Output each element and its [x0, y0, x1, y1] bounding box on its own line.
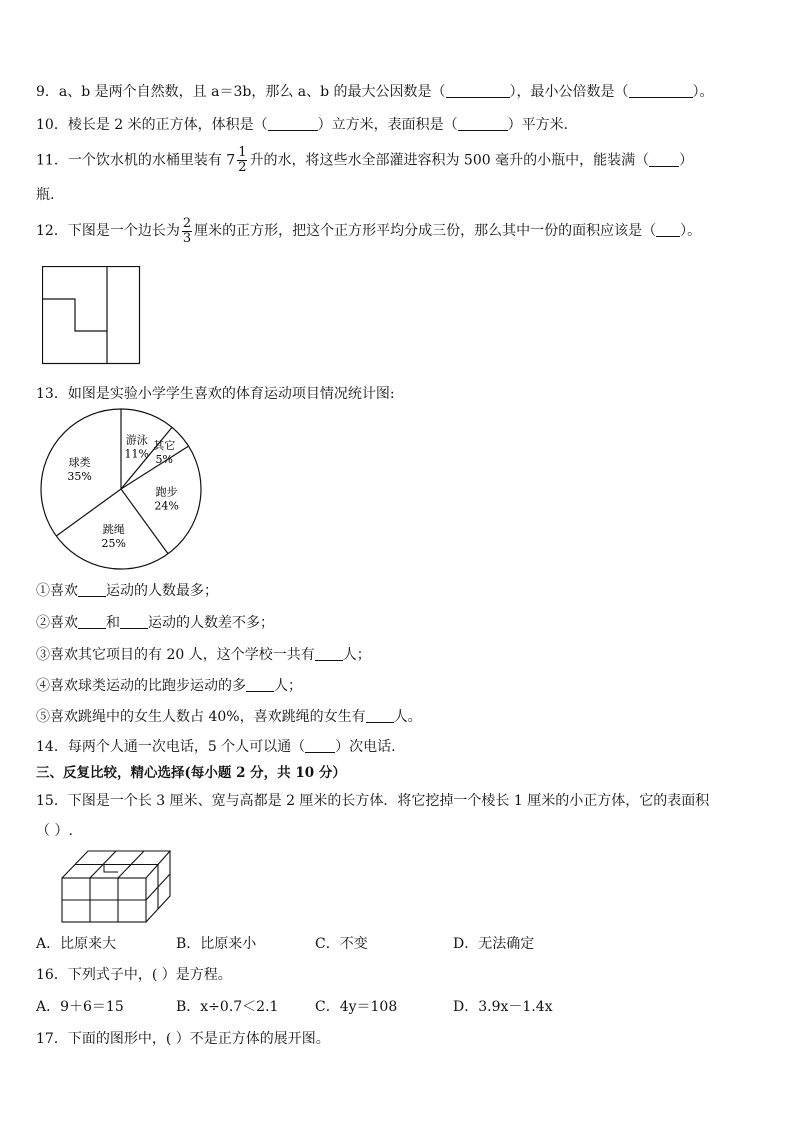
- answer-blank[interactable]: [649, 152, 679, 167]
- pie-slice-label: [154, 485, 178, 513]
- square-division-figure: [42, 266, 142, 366]
- answer-blank[interactable]: [366, 708, 394, 723]
- answer-blank[interactable]: [656, 222, 680, 237]
- pie-slice-label: [124, 432, 148, 460]
- q16-option-b[interactable]: B．x÷0.7＜2.1: [176, 999, 279, 1015]
- cuboid-figure: [60, 848, 175, 926]
- question-13-sub1: ①喜欢 运动的人数最多；: [36, 583, 218, 599]
- question-10: 10．棱长是 2 米的正方体，体积是（ ）立方米，表面积是（ ）平方米.: [36, 117, 569, 133]
- pie-slice-label: [102, 522, 126, 550]
- q16-option-a[interactable]: A．9＋6＝15: [36, 999, 124, 1015]
- question-17: 17．下面的图形中，( ）不是正方体的展开图。: [36, 1031, 330, 1047]
- q16-option-c[interactable]: C．4y＝108: [315, 999, 398, 1015]
- answer-blank[interactable]: [315, 646, 343, 661]
- pie-percent-label: 11%: [124, 447, 149, 461]
- mixed-number-integer: 7: [226, 152, 236, 169]
- question-15: 15．下图是一个长 3 厘米、宽与高都是 2 厘米的长方体．将它挖掉一个棱长 1 厘米的小正方体，它的表面积: [36, 793, 710, 809]
- question-16: 16．下列式子中，( ）是方程。: [36, 967, 232, 983]
- q16-option-d[interactable]: D．3.9x－1.4x: [453, 999, 553, 1015]
- answer-blank[interactable]: [305, 738, 335, 753]
- section-3-title: 三、反复比较，精心选择(每小题 2 分，共 10 分）: [36, 765, 346, 781]
- q15-option-d[interactable]: D．无法确定: [453, 936, 535, 952]
- question-11: 11．一个饮水机的水桶里装有 7 $\frac{1}{2}$ 升的水，将这些水全部灌进容积为 500 毫升的小瓶中，能装满（ ）: [36, 145, 694, 175]
- question-14: 14．每两个人通一次电话，5 个人可以通（ ）次电话.: [36, 739, 396, 755]
- question-9: 9．a、b 是两个自然数，且 a＝3b，那么 a、b 的最大公因数是（ ），最小公倍数是（ ）。: [36, 84, 714, 100]
- answer-blank[interactable]: [246, 677, 274, 692]
- question-13-sub4: ④喜欢球类运动的比跑步运动的多 人；: [36, 678, 302, 694]
- answer-blank[interactable]: [78, 582, 106, 597]
- pie-category-label: 跳绳: [102, 522, 125, 536]
- question-12: 12．下图是一个边长为 $\frac{2}{3}$ 厘米的正方形，把这个正方形平均分成三份，那么其中一份的面积应该是（ ）。: [36, 215, 702, 246]
- answer-blank[interactable]: [120, 614, 148, 629]
- pie-category-label: 跑步: [155, 485, 178, 499]
- question-13-title: 13．如图是实验小学学生喜欢的体育运动项目情况统计图:: [36, 386, 395, 402]
- answer-blank[interactable]: [268, 116, 318, 131]
- question-13-sub2: ②喜欢 和 运动的人数差不多；: [36, 615, 274, 631]
- q15-option-a[interactable]: A．比原来大: [36, 936, 117, 952]
- question-15-continued: （ ）.: [36, 823, 73, 839]
- pie-percent-label: 35%: [67, 469, 92, 483]
- question-13-sub3: ③喜欢其它项目的有 20 人，这个学校一共有 人；: [36, 647, 371, 663]
- pie-percent-label: 25%: [101, 536, 126, 550]
- pie-chart: [38, 406, 208, 576]
- answer-blank[interactable]: [446, 83, 510, 98]
- pie-category-label: 球类: [68, 455, 91, 469]
- answer-blank[interactable]: [458, 116, 508, 131]
- pie-category-label: 其它: [153, 438, 176, 452]
- q15-option-c[interactable]: C．不变: [315, 936, 368, 952]
- answer-blank[interactable]: [629, 83, 693, 98]
- pie-slice-label: [67, 455, 91, 483]
- fraction: $\frac{2}{3}$: [182, 215, 192, 246]
- pie-percent-label: 5%: [155, 452, 173, 466]
- question-11-continued: 瓶.: [36, 187, 55, 203]
- q15-option-b[interactable]: B．比原来小: [176, 936, 257, 952]
- question-13-sub5: ⑤喜欢跳绳中的女生人数占 40%，喜欢跳绳的女生有 人。: [36, 709, 422, 725]
- fraction: $\frac{1}{2}$: [238, 145, 247, 175]
- answer-blank[interactable]: [78, 614, 106, 629]
- pie-category-label: 游泳: [125, 433, 148, 447]
- pie-percent-label: 24%: [154, 499, 179, 513]
